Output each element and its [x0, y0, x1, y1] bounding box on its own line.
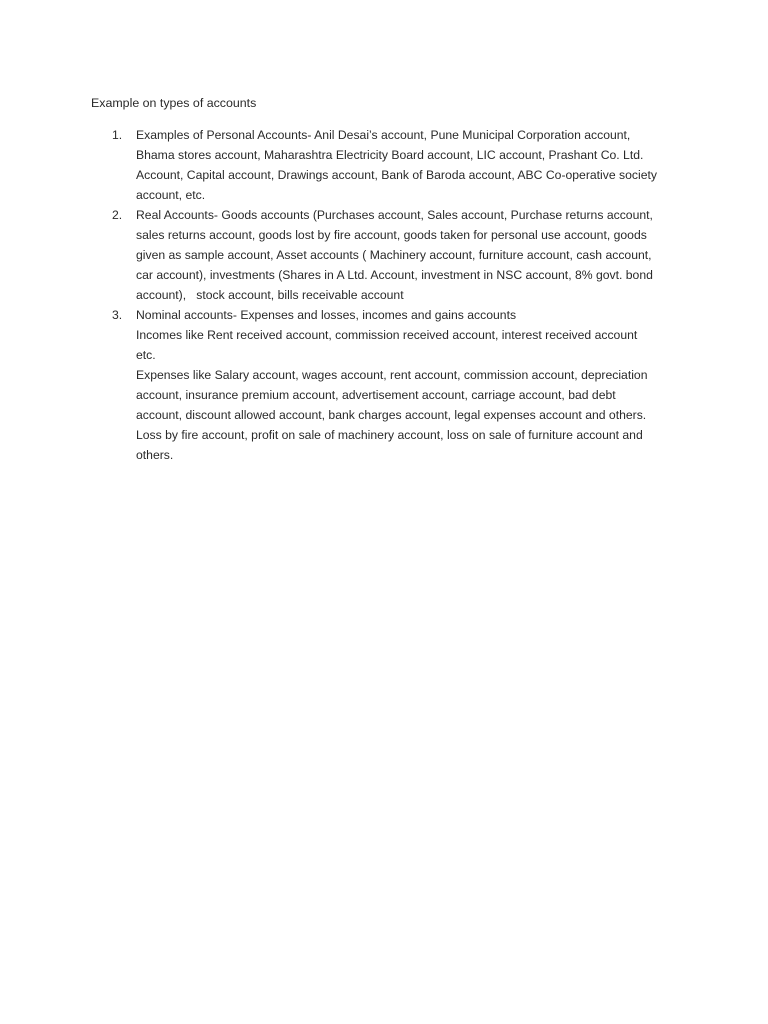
list-item-line: given as sample account, Asset accounts ( Machinery account, furniture account, cash account,: [136, 248, 652, 262]
list-item-line: Real Accounts- Goods accounts (Purchases account, Sales account, Purchase returns account,: [136, 208, 653, 222]
list-item-line: etc.: [136, 348, 156, 362]
list-item-number: 3.: [112, 308, 123, 322]
list-item: [112, 205, 672, 305]
list-item-line: Expenses like Salary account, wages account, rent account, commission account, depreciation: [136, 368, 648, 382]
list-item-line: Examples of Personal Accounts- Anil Desai’s account, Pune Municipal Corporation account,: [136, 128, 631, 142]
accounts-list: [112, 125, 672, 465]
list-item-line: account, discount allowed account, bank charges account, legal expenses account and others.: [136, 408, 647, 422]
list-item-line: Account, Capital account, Drawings account, Bank of Baroda account, ABC Co-operative society: [136, 168, 657, 182]
list-item-line: others.: [136, 448, 174, 462]
list-item-number: 2.: [112, 208, 123, 222]
list-item: [112, 305, 672, 465]
list-item-line: account, insurance premium account, advertisement account, carriage account, bad debt: [136, 388, 616, 402]
document-title: Example on types of accounts: [91, 96, 257, 110]
list-item: [112, 125, 672, 205]
list-item-line: Loss by fire account, profit on sale of machinery account, loss on sale of furniture account and: [136, 428, 643, 442]
list-item-line: Incomes like Rent received account, commission received account, interest received account: [136, 328, 638, 342]
list-item-line: car account), investments (Shares in A Ltd. Account, investment in NSC account, 8% govt. bond: [136, 268, 653, 282]
list-item-line: sales returns account, goods lost by fire account, goods taken for personal use account, goods: [136, 228, 647, 242]
list-item-number: 1.: [112, 128, 123, 142]
list-item-line: Bhama stores account, Maharashtra Electricity Board account, LIC account, Prashant Co. Ltd.: [136, 148, 644, 162]
list-item-line: Nominal accounts- Expenses and losses, incomes and gains accounts: [136, 308, 517, 322]
list-item-line: account), stock account, bills receivable account: [136, 288, 404, 302]
list-item-line: account, etc.: [136, 188, 206, 202]
